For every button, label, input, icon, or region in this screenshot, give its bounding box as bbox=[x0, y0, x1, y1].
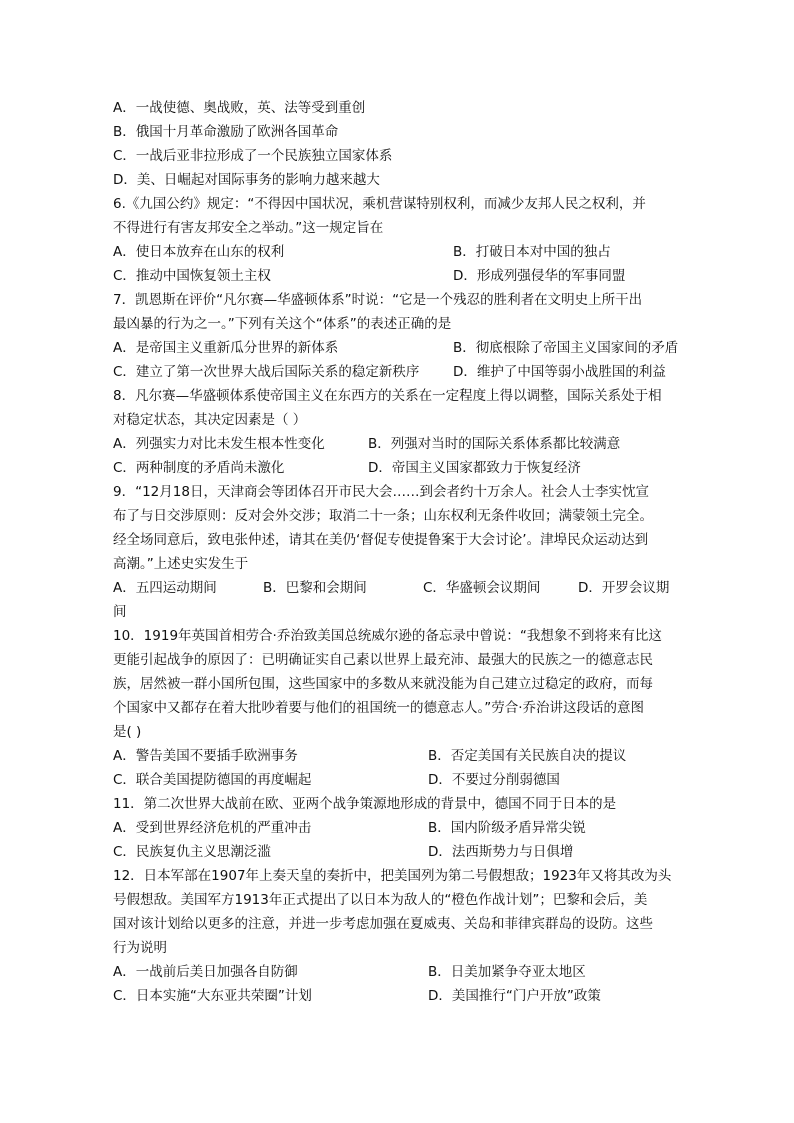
q9-stem: 高潮。”上述史实发生于 bbox=[113, 556, 249, 572]
q12-stem: 行为说明 bbox=[113, 940, 167, 956]
q12-option-b: B．日美加紧争夺亚太地区 bbox=[428, 964, 586, 980]
q7-options-row bbox=[113, 336, 685, 360]
q7-option-b: B．彻底根除了帝国主义国家间的矛盾 bbox=[453, 340, 679, 356]
q10-option-a: A．警告美国不要插手欧洲事务 bbox=[113, 748, 298, 764]
q5-option-b: B．俄国十月革命激励了欧洲各国革命 bbox=[113, 124, 339, 140]
q5-option-d: D．美、日崛起对国际事务的影响力越来越大 bbox=[113, 172, 380, 188]
q8-stem: 8．凡尔赛—华盛顿体系使帝国主义在东西方的关系在一定程度上得以调整，国际关系处于相 bbox=[113, 388, 662, 404]
q12-option-c: C．日本实施“大东亚共荣圈”计划 bbox=[113, 988, 312, 1004]
q6-options-row bbox=[113, 240, 685, 264]
q8-stem: 对稳定状态，其决定因素是（ ） bbox=[113, 412, 307, 428]
q11-options-row bbox=[113, 840, 685, 864]
q12-option-d: D．美国推行“门户开放”政策 bbox=[428, 988, 601, 1004]
q8-option-d: D．帝国主义国家都致力于恢复经济 bbox=[368, 460, 581, 476]
q9-stem: 经全场同意后，致电张仲述，请其在美仍‘督促专使提鲁案于大会讨论’。津埠民众运动达到 bbox=[113, 532, 649, 548]
q9-option-d: D．开罗会议期 bbox=[578, 580, 670, 596]
q10-stem: 10．1919年英国首相劳合·乔治致美国总统威尔逊的备忘录中曾说：“我想象不到将来有比这 bbox=[113, 628, 662, 644]
q11-option-a: A．受到世界经济危机的严重冲击 bbox=[113, 820, 312, 836]
q6-option-d: D．形成列强侵华的军事同盟 bbox=[453, 268, 626, 284]
q6-stem: 6.《九国公约》规定：“不得因中国状况，乘机营谋特别权利，而减少友邦人民之权利，并 bbox=[113, 196, 646, 212]
q11-options-row bbox=[113, 816, 685, 840]
q5-option-c: C．一战后亚非拉形成了一个民族独立国家体系 bbox=[113, 148, 393, 164]
q8-option-b: B．列强对当时的国际关系体系都比较满意 bbox=[368, 436, 621, 452]
q9-options-row bbox=[113, 576, 685, 600]
q8-option-a: A．列强实力对比未发生根本性变化 bbox=[113, 436, 325, 452]
q9-stem: 9．“12月18日，天津商会等团体召开市民大会……到会者约十万余人。社会人士李实忱宣 bbox=[113, 484, 649, 500]
q11-option-b: B．国内阶级矛盾异常尖锐 bbox=[428, 820, 586, 836]
q12-stem: 国对该计划给以更多的注意，并进一步考虑加强在夏威夷、关岛和菲律宾群岛的设防。这些 bbox=[113, 916, 653, 932]
q9-option-d-wrap: 间 bbox=[113, 604, 127, 620]
q12-options-row bbox=[113, 960, 685, 984]
q9-option-a: A．五四运动期间 bbox=[113, 580, 217, 596]
q7-stem: 最凶暴的行为之一。”下列有关这个“体系”的表述正确的是 bbox=[113, 316, 452, 332]
q12-stem: 12．日本军部在1907年上奏天皇的奏折中，把美国列为第二号假想敌；1923年又将其改为头 bbox=[113, 868, 672, 884]
q6-option-b: B．打破日本对中国的独占 bbox=[453, 244, 611, 260]
q6-option-a: A．使日本放弃在山东的权利 bbox=[113, 244, 285, 260]
q11-option-c: C．民族复仇主义思潮泛滥 bbox=[113, 844, 271, 860]
q8-options-row bbox=[113, 432, 685, 456]
q10-stem: 是( ) bbox=[113, 724, 142, 740]
q9-option-c: C．华盛顿会议期间 bbox=[423, 580, 541, 596]
q8-options-row bbox=[113, 456, 685, 480]
q10-options-row bbox=[113, 768, 685, 792]
q10-stem: 更能引起战争的原因了：已明确证实自己素以世界上最充沛、最强大的民族之一的德意志民 bbox=[113, 652, 653, 668]
exam-page bbox=[113, 96, 685, 1008]
q10-option-c: C．联合美国提防德国的再度崛起 bbox=[113, 772, 312, 788]
q11-stem: 11．第二次世界大战前在欧、亚两个战争策源地形成的背景中，德国不同于日本的是 bbox=[113, 796, 617, 812]
q7-option-a: A．是帝国主义重新瓜分世界的新体系 bbox=[113, 340, 339, 356]
q6-option-c: C．推动中国恢复领土主权 bbox=[113, 268, 271, 284]
q12-stem: 号假想敌。美国军方1913年正式提出了以日本为敌人的“橙色作战计划”；巴黎和会后，美 bbox=[113, 892, 648, 908]
q7-option-c: C．建立了第一次世界大战后国际关系的稳定新秩序 bbox=[113, 364, 420, 380]
q12-options-row bbox=[113, 984, 685, 1008]
q10-option-b: B．否定美国有关民族自决的提议 bbox=[428, 748, 627, 764]
q12-option-a: A．一战前后美日加强各自防御 bbox=[113, 964, 298, 980]
q10-stem: 个国家中又都存在着大批吵着要与他们的祖国统一的德意志人。”劳合·乔治讲这段话的意图 bbox=[113, 700, 645, 716]
q10-stem: 族，居然被一群小国所包围，这些国家中的多数从来就没能为自己建立过稳定的政府，而每 bbox=[113, 676, 653, 692]
q10-option-d: D．不要过分削弱德国 bbox=[428, 772, 560, 788]
q5-option-a: A．一战使德、奥战败，英、法等受到重创 bbox=[113, 100, 366, 116]
q9-option-b: B．巴黎和会期间 bbox=[263, 580, 367, 596]
q10-options-row bbox=[113, 744, 685, 768]
q8-option-c: C．两种制度的矛盾尚未激化 bbox=[113, 460, 285, 476]
q6-options-row bbox=[113, 264, 685, 288]
q7-options-row bbox=[113, 360, 685, 384]
q9-stem: 布了与日交涉原则：反对会外交涉；取消二十一条；山东权利无条件收回；满蒙领土完全。 bbox=[113, 508, 653, 524]
q7-option-d: D．维护了中国等弱小战胜国的利益 bbox=[453, 364, 666, 380]
q7-stem: 7．凯恩斯在评价“凡尔赛—华盛顿体系”时说：“它是一个残忍的胜利者在文明史上所干出 bbox=[113, 292, 643, 308]
q6-stem: 不得进行有害友邦安全之举动。”这一规定旨在 bbox=[113, 220, 384, 236]
q11-option-d: D．法西斯势力与日俱增 bbox=[428, 844, 574, 860]
